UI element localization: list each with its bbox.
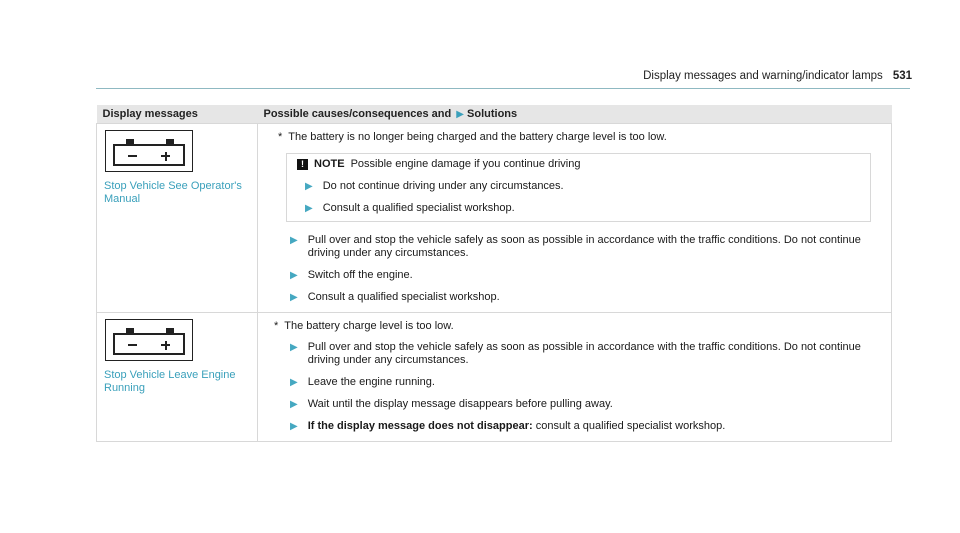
warning-icon: ! (297, 159, 308, 170)
cause-text: * The battery is no longer being charged and the battery charge level is too low. (278, 131, 667, 143)
step-arrow-icon: ▶ (305, 203, 313, 214)
list-item: ▶ If the display message does not disappear: consult a qualified specialist workshop. (290, 420, 726, 432)
col-header-causes: Possible causes/consequences and ▶ Solutions (258, 105, 892, 124)
step-arrow-icon: ▶ (290, 377, 298, 388)
list-item: ▶ Do not continue driving under any circumstances. (305, 180, 564, 192)
battery-icon (105, 319, 193, 361)
list-item: ▶ Consult a qualified specialist workshop. (290, 291, 500, 303)
header-title: Display messages and warning/indicator lamps (643, 70, 883, 82)
step-arrow-icon: ▶ (290, 235, 298, 246)
step-arrow-icon: ▶ (290, 399, 298, 410)
list-item: ▶ Wait until the display message disappears before pulling away. (290, 398, 613, 410)
display-message-cell (97, 313, 258, 442)
note-label: NOTE (314, 158, 345, 170)
solutions-arrow-icon: ▶ (456, 109, 464, 120)
display-message-text: Stop Vehicle See Operator's Manual (104, 180, 242, 205)
table-row (97, 313, 892, 442)
battery-icon (105, 130, 193, 172)
page-header (622, 70, 912, 82)
step-arrow-icon: ▶ (290, 292, 298, 303)
note-box (286, 153, 871, 222)
list-item: ▶ Consult a qualified specialist workshop. (305, 202, 515, 214)
step-arrow-icon: ▶ (290, 270, 298, 281)
messages-table (96, 105, 892, 442)
page-number: 531 (892, 70, 912, 82)
col-header-display-messages: Display messages (97, 105, 258, 124)
step-arrow-icon: ▶ (290, 421, 298, 432)
note-text: Possible engine damage if you continue driving (350, 158, 581, 170)
solutions-cell (258, 124, 892, 313)
step-arrow-icon: ▶ (290, 342, 298, 353)
solutions-cell (258, 313, 892, 442)
list-item: ▶ Pull over and stop the vehicle safely as soon as possible in accordance with the traffic conditions. Do not continue driving under any circumstances. (290, 234, 861, 259)
list-item: ▶ Leave the engine running. (290, 376, 435, 388)
list-item: ▶ Switch off the engine. (290, 269, 413, 281)
display-message-cell (97, 124, 258, 313)
cause-text: * The battery charge level is too low. (274, 320, 454, 332)
table-header-row (97, 105, 892, 124)
list-item: ▶ Pull over and stop the vehicle safely as soon as possible in accordance with the traffic conditions. Do not continue driving under any circumstances. (290, 341, 861, 366)
display-message-text: Stop Vehicle Leave Engine Running (104, 369, 236, 394)
table-row (97, 124, 892, 313)
header-rule (96, 88, 910, 89)
step-arrow-icon: ▶ (305, 181, 313, 192)
